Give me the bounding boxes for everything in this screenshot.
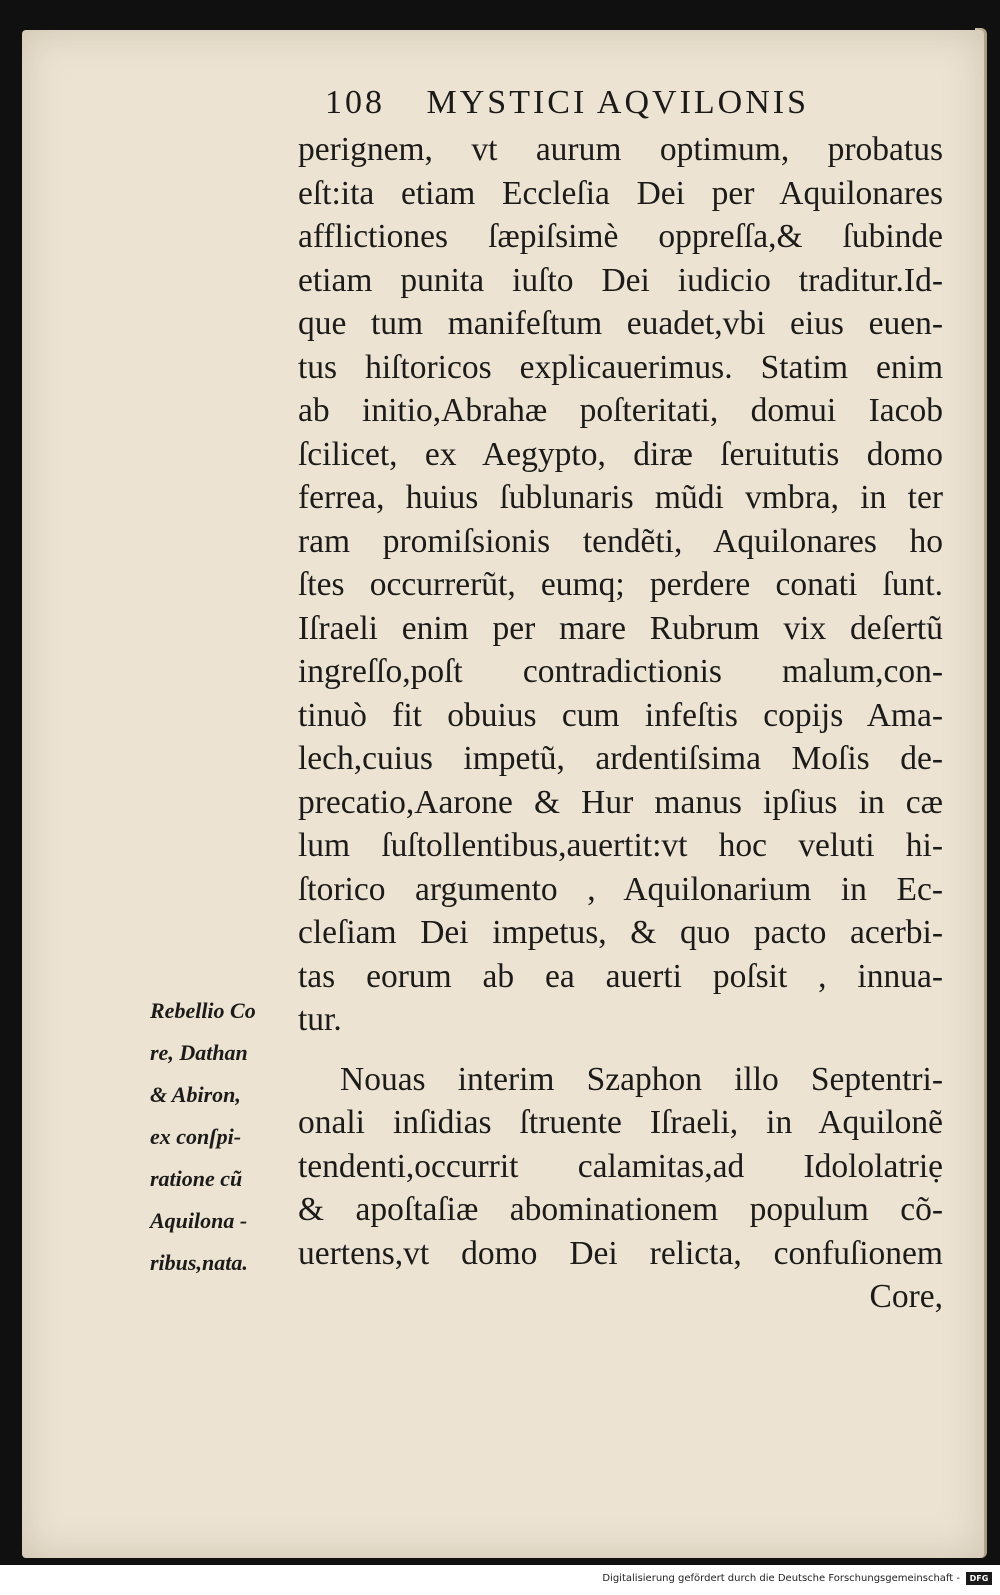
text-line: tinuò fit obuius cum infeſtis copijs Ama- bbox=[298, 696, 943, 734]
text-line: ſcilicet, ex Aegypto, diræ ſeruitutis domo bbox=[298, 435, 943, 473]
margin-note-line: ex conſpi- bbox=[150, 1124, 242, 1149]
text-line: ingreſſo,poſt contradictionis malum,con- bbox=[298, 653, 943, 690]
text-line: ram promiſsionis tendẽti, Aquilonares ho bbox=[298, 522, 943, 560]
text-line: que tum manifeſtum euadet,vbi eius euen- bbox=[298, 305, 943, 342]
text-line: Iſraeli enim per mare Rubrum vix deſertũ bbox=[298, 609, 943, 647]
margin-note-line: Aquilona - bbox=[150, 1208, 248, 1233]
text-line: uertens,vt domo Dei relicta, confuſionem bbox=[298, 1234, 943, 1272]
catchword: Core, bbox=[869, 1278, 943, 1315]
margin-note-line: re, Dathan bbox=[150, 1040, 248, 1065]
margin-note-line: & Abiron, bbox=[150, 1082, 241, 1107]
page-number: 108 bbox=[325, 84, 385, 121]
margin-note-line: Rebellio Co bbox=[150, 998, 256, 1023]
text-line: afflictiones ſæpiſsimè oppreſſa,& ſubinde bbox=[298, 218, 943, 255]
text-line: etiam punita iuſto Dei iudicio traditur.Id- bbox=[298, 261, 943, 299]
text-line: ferrea, huius ſublunaris mũdi vmbra, in ter bbox=[298, 479, 943, 516]
text-line: onali inſidias ſtruente Iſraeli, in Aquilonẽ bbox=[298, 1104, 943, 1141]
text-line: ab initio,Abrahæ poſteritati, domui Iacob bbox=[298, 392, 943, 429]
text-line: & apoſtaſiæ abominationem populum cõ- bbox=[298, 1191, 943, 1228]
text-line: eſt:ita etiam Eccleſia Dei per Aquilonares bbox=[298, 174, 943, 212]
margin-note-line: ribus,nata. bbox=[150, 1250, 248, 1275]
running-header bbox=[325, 84, 809, 122]
text-line: cleſiam Dei impetus, & quo pacto acerbi- bbox=[298, 914, 943, 951]
funding-credit: Digitalisierung gefördert durch die Deutsche Forschungsgemeinschaft - bbox=[602, 1573, 960, 1584]
paragraph-gap bbox=[298, 1042, 943, 1058]
footer-bar bbox=[0, 1565, 1000, 1595]
text-line: Nouas interim Szaphon illo Septentri- bbox=[340, 1060, 943, 1098]
text-line: tus hiſtoricos explicauerimus. Statim enim bbox=[298, 348, 943, 386]
text-line: lum ſuſtollentibus,auertit:vt hoc veluti hi- bbox=[298, 827, 943, 864]
text-line: tur. bbox=[298, 1001, 342, 1038]
margin-note-line: ratione cũ bbox=[150, 1166, 243, 1191]
text-line: ſtorico argumento , Aquilonarium in Ec- bbox=[298, 870, 943, 908]
text-line: lech,cuius impetũ, ardentiſsima Moſis de- bbox=[298, 740, 943, 777]
running-title: MYSTICI AQVILONIS bbox=[426, 84, 809, 121]
text-line: tas eorum ab ea auerti poſsit , innua- bbox=[298, 957, 943, 995]
text-line: tendenti,occurrit calamitas,ad Idololatriẹ bbox=[298, 1147, 943, 1185]
body-text bbox=[298, 128, 943, 1319]
text-line: precatio,Aarone & Hur manus ipſius in cæ bbox=[298, 783, 943, 821]
text-line: ſtes occurrerũt, eumq; perdere conati ſunt. bbox=[298, 566, 943, 603]
text-line: perignem, vt aurum optimum, probatus bbox=[298, 131, 943, 168]
dfg-logo: DFG bbox=[966, 1572, 992, 1585]
margin-note bbox=[150, 990, 290, 1284]
